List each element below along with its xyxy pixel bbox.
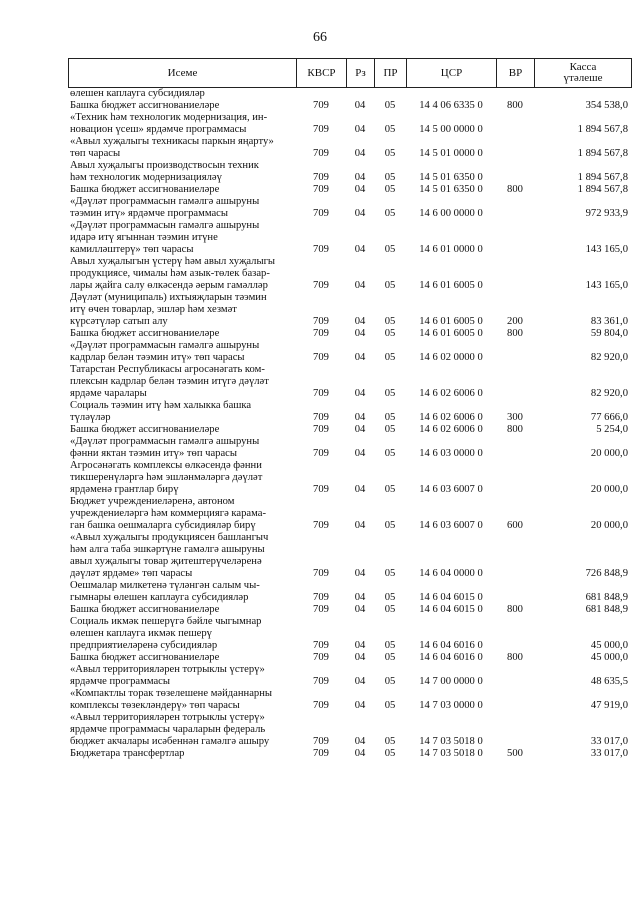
row-name-line: Башка бюджет ассигнованиеләре <box>70 652 220 663</box>
cell-kvsr: 709 <box>313 676 329 687</box>
row-name <box>68 364 296 400</box>
cell-kassa: 354 538,0 <box>585 100 628 111</box>
cell-kassa: 45 000,0 <box>590 640 628 651</box>
cell-pr: 05 <box>384 124 396 135</box>
row-name-line: Социаль тәэмин итү һәм халыкка башка <box>70 400 252 411</box>
table-row <box>68 400 632 424</box>
cell-kassa: 82 920,0 <box>590 352 628 363</box>
row-name-line: плексын кадрлар белән тәэмин итүгә дәүләт <box>70 376 269 387</box>
header-name: Исеме <box>69 59 297 87</box>
cell-pr: 05 <box>384 748 396 759</box>
row-name-line: Бюджетара трансфертлар <box>70 748 185 759</box>
cell-kvsr: 709 <box>313 316 329 327</box>
cell-csr: 14 7 03 0000 0 <box>419 700 483 711</box>
cell-pr: 05 <box>384 316 396 327</box>
cell-kassa: 681 848,9 <box>585 592 628 603</box>
cell-rz: 04 <box>354 568 366 579</box>
cell-vr: 500 <box>507 748 523 759</box>
cell-kassa: 47 919,0 <box>590 700 628 711</box>
row-name <box>68 88 296 100</box>
cell-pr: 05 <box>384 568 396 579</box>
cell-rz: 04 <box>354 448 366 459</box>
header-pr: ПР <box>375 59 407 87</box>
row-name <box>68 256 296 292</box>
cell-kvsr: 709 <box>313 604 329 615</box>
row-name-line: Авыл хуҗалыгын үстерү һәм авыл хуҗалыгы <box>70 256 276 267</box>
cell-kassa: 5 254,0 <box>596 424 628 435</box>
cell-csr: 14 6 04 0000 0 <box>419 568 483 579</box>
row-name-line: учреждениеләргә һәм коммерциягә карама- <box>70 508 266 519</box>
row-name-line: камилләштерү» төп чарасы <box>70 244 194 255</box>
header-kassa-line1: Касса <box>569 61 597 73</box>
row-name <box>68 688 296 712</box>
row-name <box>68 100 296 112</box>
row-name <box>68 616 296 652</box>
cell-csr: 14 6 03 0000 0 <box>419 448 483 459</box>
cell-csr: 14 5 00 0000 0 <box>419 124 483 135</box>
cell-pr: 05 <box>384 280 396 291</box>
cell-pr: 05 <box>384 652 396 663</box>
row-name-line: һәм технологик модернизацияләү <box>70 172 222 183</box>
cell-csr: 14 6 02 6006 0 <box>419 424 483 435</box>
cell-csr: 14 7 03 5018 0 <box>419 736 483 747</box>
row-name <box>68 340 296 364</box>
row-name <box>68 136 296 160</box>
cell-kvsr: 709 <box>313 412 329 423</box>
table-row <box>68 220 632 256</box>
table-row <box>68 496 632 532</box>
cell-kvsr: 709 <box>313 352 329 363</box>
row-name-line: Башка бюджет ассигнованиеләре <box>70 328 220 339</box>
cell-pr: 05 <box>384 148 396 159</box>
cell-pr: 05 <box>384 640 396 651</box>
cell-kvsr: 709 <box>313 520 329 531</box>
row-name-line: комплексы төзекләндерү» төп чарасы <box>70 700 240 711</box>
cell-csr: 14 6 03 6007 0 <box>419 520 483 531</box>
row-name-line: кадрлар белән тәэмин итү» төп чарасы <box>70 352 245 363</box>
row-name <box>68 460 296 496</box>
cell-pr: 05 <box>384 328 396 339</box>
cell-csr: 14 6 01 6005 0 <box>419 316 483 327</box>
cell-rz: 04 <box>354 652 366 663</box>
cell-pr: 05 <box>384 448 396 459</box>
cell-rz: 04 <box>354 148 366 159</box>
cell-csr: 14 5 01 6350 0 <box>419 172 483 183</box>
table-row <box>68 256 632 292</box>
cell-kassa: 726 848,9 <box>585 568 628 579</box>
row-name-line: «Дәүләт программасын гамәлгә ашыруны <box>70 436 260 447</box>
cell-csr: 14 5 01 0000 0 <box>419 148 483 159</box>
cell-rz: 04 <box>354 700 366 711</box>
row-name-line: «Компактлы торак төзелешене мәйданнарны <box>70 688 272 699</box>
cell-rz: 04 <box>354 208 366 219</box>
cell-vr: 800 <box>507 328 523 339</box>
cell-kvsr: 709 <box>313 424 329 435</box>
row-name-line: ган башка оешмаларга субсидияләр бирү <box>70 520 256 531</box>
header-rz: Рз <box>347 59 375 87</box>
row-name-line: «Авыл хуҗалыгы продукциясен башлангыч <box>70 532 269 543</box>
cell-kvsr: 709 <box>313 244 329 255</box>
cell-kvsr: 709 <box>313 640 329 651</box>
cell-pr: 05 <box>384 604 396 615</box>
cell-pr: 05 <box>384 244 396 255</box>
row-name-line: «Авыл территорияләрен тотрыклы үстерү» <box>70 664 265 675</box>
header-kassa-line2: үтәлеше <box>563 72 603 84</box>
cell-vr: 800 <box>507 100 523 111</box>
row-name <box>68 196 296 220</box>
cell-kassa: 143 165,0 <box>585 280 628 291</box>
row-name <box>68 328 296 340</box>
row-name-line: «Дәүләт программасын гамәлгә ашыруны <box>70 340 260 351</box>
cell-csr: 14 6 04 6016 0 <box>419 640 483 651</box>
cell-vr: 800 <box>507 604 523 615</box>
cell-kassa: 82 920,0 <box>590 388 628 399</box>
row-name-line: Башка бюджет ассигнованиеләре <box>70 604 220 615</box>
row-name-line: авыл хуҗалыгы товар җитештерүчеләренә <box>70 556 262 567</box>
row-name-line: Агросәнәгать комплексы өлкәсендә фәнни <box>70 460 262 471</box>
table-row <box>68 112 632 136</box>
cell-kvsr: 709 <box>313 184 329 195</box>
row-name-line: тикшеренүләргә һәм эшләнмәләргә дәүләт <box>70 472 263 483</box>
cell-rz: 04 <box>354 244 366 255</box>
row-name-line: продукциясе, чималы һәм азык-төлек базар- <box>70 268 270 279</box>
row-name <box>68 400 296 424</box>
row-name-line: «Техник һәм технологик модернизация, ин- <box>70 112 268 123</box>
row-name-line: Оешмалар милкетенә түләнгән салым чы- <box>70 580 260 591</box>
table-row <box>68 196 632 220</box>
row-name <box>68 712 296 748</box>
row-name <box>68 580 296 604</box>
row-name-line: өлешен каплауга икмәк пешерү <box>70 628 212 639</box>
row-name-line: күрсәтүләр сатып алу <box>70 316 168 327</box>
table-row <box>68 424 632 436</box>
cell-kassa: 33 017,0 <box>590 736 628 747</box>
cell-rz: 04 <box>354 748 366 759</box>
cell-csr: 14 7 00 0000 0 <box>419 676 483 687</box>
row-name-line: Бюджет учреждениеләренә, автоном <box>70 496 235 507</box>
cell-csr: 14 6 00 0000 0 <box>419 208 483 219</box>
cell-kassa: 20 000,0 <box>590 520 628 531</box>
row-name-line: һәм алга таба эшкәртүне гамәлгә ашыруны <box>70 544 265 555</box>
row-name <box>68 652 296 664</box>
cell-vr: 300 <box>507 412 523 423</box>
cell-kassa: 45 000,0 <box>590 652 628 663</box>
cell-kvsr: 709 <box>313 124 329 135</box>
cell-pr: 05 <box>384 520 396 531</box>
table-row <box>68 436 632 460</box>
cell-rz: 04 <box>354 184 366 195</box>
row-name-line: дәүләт ярдәме» төп чарасы <box>70 568 193 579</box>
cell-rz: 04 <box>354 352 366 363</box>
row-name <box>68 496 296 532</box>
row-name-line: Социаль икмәк пешерүгә бәйле чыгымнар <box>70 616 262 627</box>
row-name <box>68 532 296 580</box>
cell-rz: 04 <box>354 484 366 495</box>
table-row <box>68 616 632 652</box>
cell-rz: 04 <box>354 604 366 615</box>
cell-rz: 04 <box>354 280 366 291</box>
cell-csr: 14 6 02 0000 0 <box>419 352 483 363</box>
cell-rz: 04 <box>354 736 366 747</box>
cell-kassa: 59 804,0 <box>590 328 628 339</box>
row-name-line: ярдәмче программасы чараларын федераль <box>70 724 266 735</box>
table-row <box>68 100 632 112</box>
row-name-line: Башка бюджет ассигнованиеләре <box>70 100 220 111</box>
cell-kvsr: 709 <box>313 280 329 291</box>
cell-vr: 600 <box>507 520 523 531</box>
header-kvsr: КВСР <box>297 59 347 87</box>
row-name-line: Авыл хуҗалыгы производствосын техник <box>70 160 259 171</box>
cell-pr: 05 <box>384 172 396 183</box>
cell-kvsr: 709 <box>313 208 329 219</box>
header-kassa <box>535 59 631 87</box>
table-row <box>68 160 632 184</box>
cell-pr: 05 <box>384 592 396 603</box>
cell-pr: 05 <box>384 100 396 111</box>
cell-csr: 14 6 01 6005 0 <box>419 280 483 291</box>
table-row <box>68 580 632 604</box>
row-name <box>68 664 296 688</box>
row-name-line: итү өчен товарлар, эшләр һәм хезмәт <box>70 304 237 315</box>
row-name-line: төп чарасы <box>70 148 121 159</box>
cell-pr: 05 <box>384 388 396 399</box>
cell-kassa: 972 933,9 <box>585 208 628 219</box>
cell-kvsr: 709 <box>313 652 329 663</box>
cell-kassa: 1 894 567,8 <box>577 148 628 159</box>
cell-rz: 04 <box>354 100 366 111</box>
cell-kassa: 77 666,0 <box>590 412 628 423</box>
cell-csr: 14 6 03 6007 0 <box>419 484 483 495</box>
row-name-line: «Авыл хуҗалыгы техникасы паркын яңарту» <box>70 136 274 147</box>
header-vr: ВР <box>497 59 535 87</box>
cell-rz: 04 <box>354 676 366 687</box>
row-name-line: новацион үсеш» ярдәмче программасы <box>70 124 247 135</box>
cell-vr: 800 <box>507 424 523 435</box>
cell-kassa: 83 361,0 <box>590 316 628 327</box>
cell-kvsr: 709 <box>313 568 329 579</box>
table-row <box>68 652 632 664</box>
cell-rz: 04 <box>354 640 366 651</box>
table-row <box>68 364 632 400</box>
row-name-line: лары җайга салу өлкәсендә әерым гамәлләр <box>70 280 268 291</box>
cell-pr: 05 <box>384 208 396 219</box>
cell-csr: 14 7 03 5018 0 <box>419 748 483 759</box>
cell-pr: 05 <box>384 736 396 747</box>
cell-kvsr: 709 <box>313 388 329 399</box>
row-name-line: өлешен каплауга субсидияләр <box>70 88 205 99</box>
row-name-line: «Дәүләт программасын гамәлгә ашыруны <box>70 196 260 207</box>
row-name-line: «Дәүләт программасын гамәлгә ашыруны <box>70 220 260 231</box>
table-row <box>68 340 632 364</box>
cell-pr: 05 <box>384 412 396 423</box>
table-row <box>68 136 632 160</box>
row-name <box>68 292 296 328</box>
cell-rz: 04 <box>354 172 366 183</box>
cell-csr: 14 5 01 6350 0 <box>419 184 483 195</box>
table-header <box>68 58 632 88</box>
cell-csr: 14 6 04 6015 0 <box>419 592 483 603</box>
table-row <box>68 664 632 688</box>
row-name <box>68 748 296 760</box>
row-name-line: ярдәме чаралары <box>70 388 147 399</box>
cell-kassa: 143 165,0 <box>585 244 628 255</box>
cell-kassa: 681 848,9 <box>585 604 628 615</box>
table-row <box>68 748 632 760</box>
row-name-line: идарә итү ягыннан тәэмин итүне <box>70 232 218 243</box>
cell-csr: 14 6 04 6016 0 <box>419 652 483 663</box>
table-row <box>68 460 632 496</box>
row-name <box>68 436 296 460</box>
row-name-line: Татарстан Республикасы агросәнәгать ком- <box>70 364 265 375</box>
cell-pr: 05 <box>384 352 396 363</box>
cell-kvsr: 709 <box>313 328 329 339</box>
row-name-line: Башка бюджет ассигнованиеләре <box>70 184 220 195</box>
row-name <box>68 604 296 616</box>
row-name <box>68 184 296 196</box>
cell-kassa: 33 017,0 <box>590 748 628 759</box>
header-csr: ЦСР <box>407 59 497 87</box>
cell-pr: 05 <box>384 700 396 711</box>
cell-kvsr: 709 <box>313 148 329 159</box>
cell-kassa: 20 000,0 <box>590 448 628 459</box>
cell-rz: 04 <box>354 328 366 339</box>
cell-pr: 05 <box>384 484 396 495</box>
cell-rz: 04 <box>354 412 366 423</box>
cell-vr: 200 <box>507 316 523 327</box>
row-name-line: фәнни яктан тәэмин итү» төп чарасы <box>70 448 237 459</box>
row-name-line: «Авыл территорияләрен тотрыклы үстерү» <box>70 712 265 723</box>
row-name-line: түләүләр <box>70 412 111 423</box>
cell-kvsr: 709 <box>313 748 329 759</box>
table-row <box>68 604 632 616</box>
cell-rz: 04 <box>354 388 366 399</box>
cell-rz: 04 <box>354 520 366 531</box>
cell-csr: 14 4 06 6335 0 <box>419 100 483 111</box>
cell-rz: 04 <box>354 124 366 135</box>
row-name-line: предприятиеләренә субсидияләр <box>70 640 218 651</box>
table-row <box>68 292 632 328</box>
cell-kvsr: 709 <box>313 172 329 183</box>
row-name-line: Дәүләт (муниципаль) ихтыяҗларын тәэмин <box>70 292 267 303</box>
cell-rz: 04 <box>354 592 366 603</box>
row-name <box>68 424 296 436</box>
cell-csr: 14 6 04 6015 0 <box>419 604 483 615</box>
table-row <box>68 88 632 100</box>
cell-kassa: 1 894 567,8 <box>577 124 628 135</box>
row-name-line: ярдәмче программасы <box>70 676 170 687</box>
table-row <box>68 184 632 196</box>
row-name-line: гымнары өлешен каплауга субсидияләр <box>70 592 249 603</box>
cell-kvsr: 709 <box>313 592 329 603</box>
row-name-line: ярдәменә грантлар бирү <box>70 484 179 495</box>
cell-csr: 14 6 01 0000 0 <box>419 244 483 255</box>
table-row <box>68 688 632 712</box>
cell-kvsr: 709 <box>313 448 329 459</box>
row-name <box>68 220 296 256</box>
page-number: 66 <box>313 30 327 45</box>
cell-kvsr: 709 <box>313 700 329 711</box>
cell-csr: 14 6 02 6006 0 <box>419 388 483 399</box>
cell-kassa: 1 894 567,8 <box>577 172 628 183</box>
cell-csr: 14 6 02 6006 0 <box>419 412 483 423</box>
row-name <box>68 112 296 136</box>
cell-kvsr: 709 <box>313 736 329 747</box>
row-name-line: Башка бюджет ассигнованиеләре <box>70 424 220 435</box>
budget-table <box>68 58 632 760</box>
cell-kassa: 1 894 567,8 <box>577 184 628 195</box>
cell-pr: 05 <box>384 184 396 195</box>
cell-vr: 800 <box>507 652 523 663</box>
table-row <box>68 532 632 580</box>
cell-kvsr: 709 <box>313 484 329 495</box>
row-name-line: тәэмин итү» ярдәмче программасы <box>70 208 228 219</box>
cell-csr: 14 6 01 6005 0 <box>419 328 483 339</box>
cell-pr: 05 <box>384 676 396 687</box>
cell-vr: 800 <box>507 184 523 195</box>
row-name-line: бюджет акчалары исәбеннән гамәлгә ашыру <box>70 736 270 747</box>
table-body <box>68 88 632 760</box>
table-row <box>68 328 632 340</box>
cell-kvsr: 709 <box>313 100 329 111</box>
cell-kassa: 48 635,5 <box>590 676 628 687</box>
row-name <box>68 160 296 184</box>
cell-rz: 04 <box>354 316 366 327</box>
cell-pr: 05 <box>384 424 396 435</box>
cell-rz: 04 <box>354 424 366 435</box>
table-row <box>68 712 632 748</box>
cell-kassa: 20 000,0 <box>590 484 628 495</box>
